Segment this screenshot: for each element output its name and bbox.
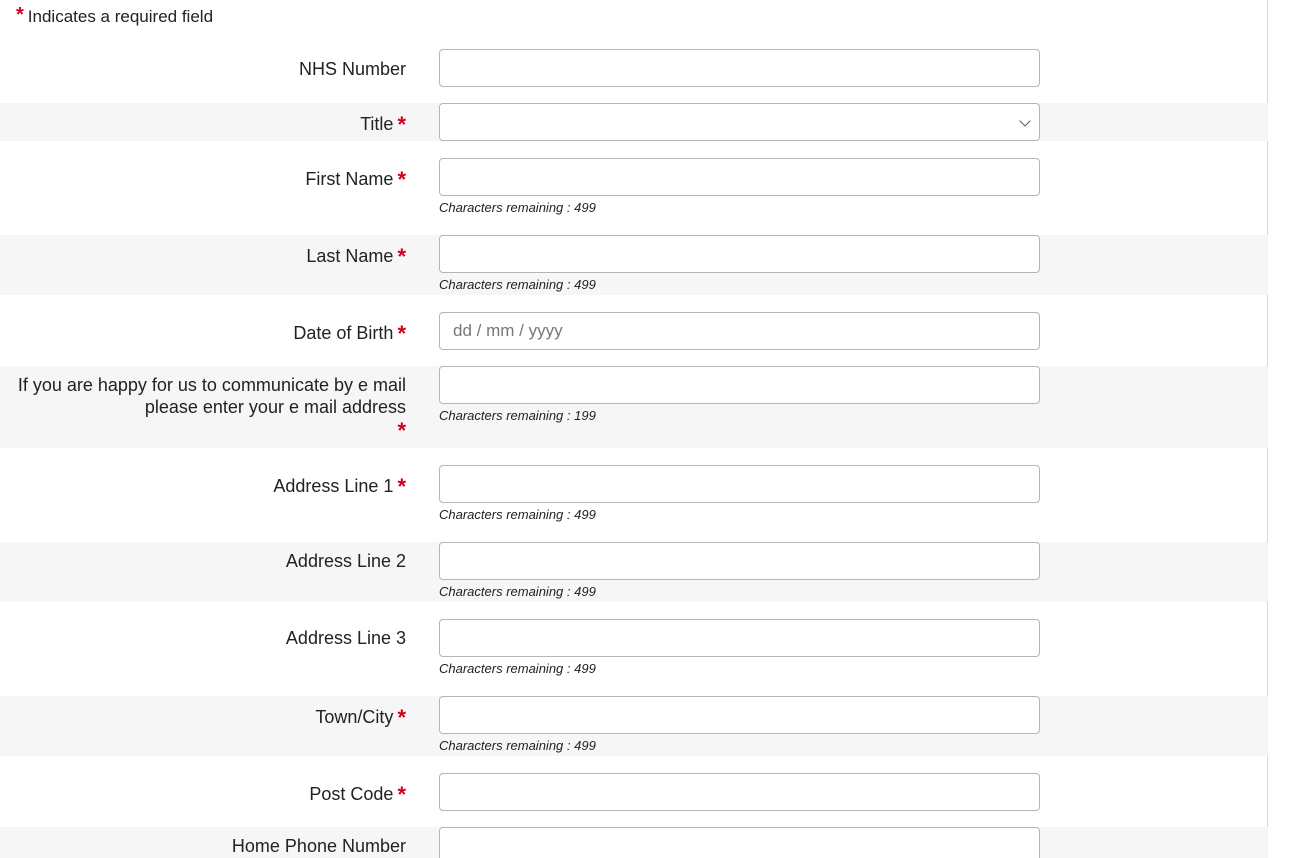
- email-input[interactable]: [439, 366, 1040, 404]
- row-last-name: [0, 235, 1268, 295]
- required-field-note: [16, 6, 213, 27]
- address-line-1-chars-remaining: Characters remaining : 499: [439, 507, 596, 522]
- address-line-3-label: Address Line 3: [285, 628, 406, 648]
- required-asterisk-icon: *: [397, 167, 406, 192]
- required-asterisk-icon: *: [397, 705, 406, 730]
- row-post-code: [0, 756, 1268, 827]
- required-asterisk-icon: *: [397, 244, 406, 269]
- address-line-2-chars-remaining: Characters remaining : 499: [439, 584, 596, 599]
- required-asterisk-icon: *: [16, 4, 24, 26]
- chevron-down-icon: [1019, 115, 1030, 126]
- required-asterisk-icon: *: [397, 474, 406, 499]
- town-city-input[interactable]: [439, 696, 1040, 734]
- row-address-line-3: [0, 602, 1268, 696]
- row-date-of-birth: [0, 295, 1268, 366]
- row-town-city: [0, 696, 1268, 756]
- email-label: If you are happy for us to communicate by e mail please enter your e mail address *: [17, 375, 406, 443]
- row-first-name: [0, 141, 1268, 235]
- address-line-1-label: Address Line 1 *: [273, 474, 406, 499]
- required-asterisk-icon: *: [397, 782, 406, 807]
- post-code-label: Post Code *: [309, 782, 406, 807]
- title-select[interactable]: [439, 103, 1040, 141]
- row-address-line-1: [0, 448, 1268, 542]
- row-home-phone: [0, 827, 1268, 858]
- town-city-label: Town/City *: [315, 705, 406, 730]
- row-nhs-number: [0, 44, 1268, 103]
- email-chars-remaining: Characters remaining : 199: [439, 408, 596, 423]
- first-name-label: First Name *: [305, 167, 406, 192]
- address-line-1-input[interactable]: [439, 465, 1040, 503]
- address-line-2-label: Address Line 2: [285, 551, 406, 571]
- town-city-chars-remaining: Characters remaining : 499: [439, 738, 596, 753]
- row-title: [0, 103, 1268, 141]
- required-asterisk-icon: *: [397, 321, 406, 346]
- title-label: Title *: [360, 112, 406, 137]
- last-name-input[interactable]: [439, 235, 1040, 273]
- nhs-number-input[interactable]: [439, 49, 1040, 87]
- address-line-2-input[interactable]: [439, 542, 1040, 580]
- row-address-line-2: [0, 542, 1268, 602]
- required-note-text: Indicates a required field: [27, 7, 214, 26]
- address-line-3-input[interactable]: [439, 619, 1040, 657]
- home-phone-label: Home Phone Number: [231, 836, 406, 856]
- last-name-chars-remaining: Characters remaining : 499: [439, 277, 596, 292]
- row-email: [0, 366, 1268, 448]
- home-phone-input[interactable]: [439, 827, 1040, 858]
- date-of-birth-label: Date of Birth *: [293, 321, 406, 346]
- first-name-input[interactable]: [439, 158, 1040, 196]
- required-asterisk-icon: *: [397, 418, 406, 443]
- required-asterisk-icon: *: [397, 112, 406, 137]
- first-name-chars-remaining: Characters remaining : 499: [439, 200, 596, 215]
- post-code-input[interactable]: [439, 773, 1040, 811]
- last-name-label: Last Name *: [306, 244, 406, 269]
- date-of-birth-input[interactable]: [439, 312, 1040, 350]
- nhs-number-label: NHS Number: [298, 59, 406, 79]
- address-line-3-chars-remaining: Characters remaining : 499: [439, 661, 596, 676]
